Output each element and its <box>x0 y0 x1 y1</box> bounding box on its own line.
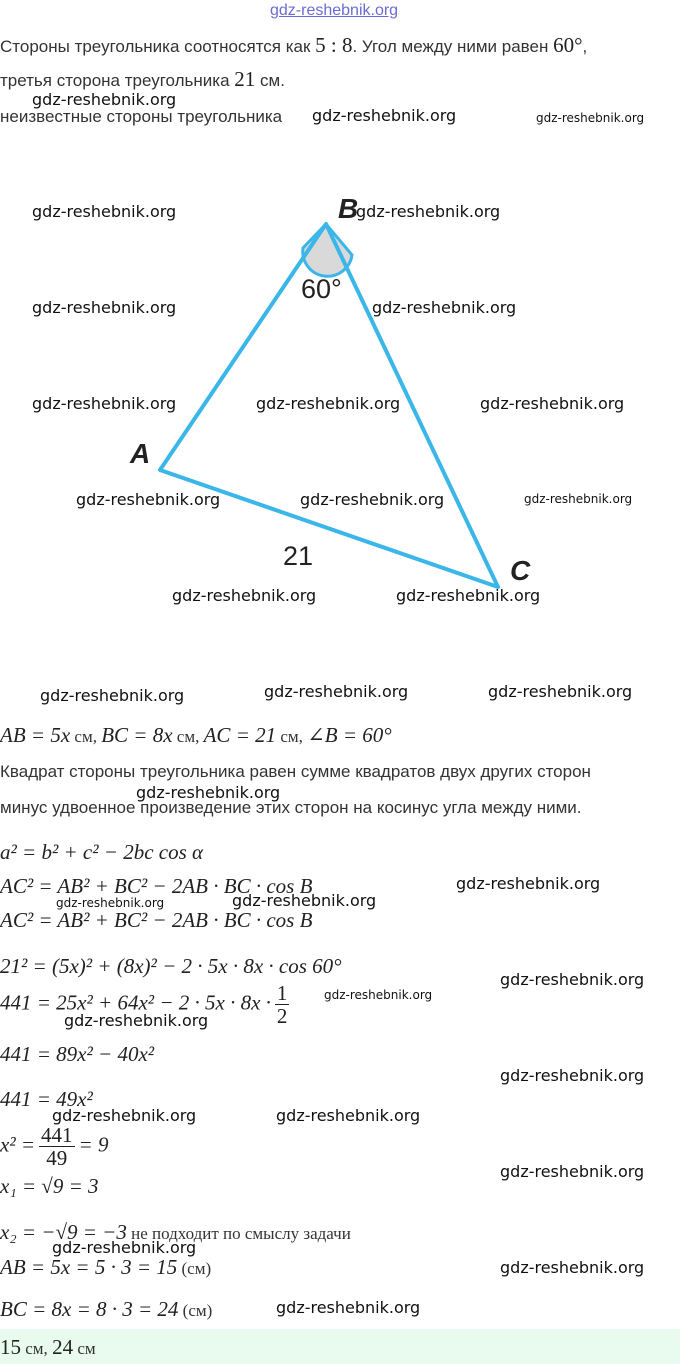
vertex-c-label: C <box>510 555 531 586</box>
fraction-441: 441 <box>41 1123 73 1147</box>
step-ac2-text: AC² = AB² + BC² − 2AB · BC · cos B <box>0 908 313 932</box>
x2-lhs: x² = <box>0 1132 36 1157</box>
problem-line-1-pre: Стороны треугольника соотносятся как <box>0 37 316 56</box>
bc-result-text: BC = 8x = 8 · 3 = 24 <box>0 1297 179 1321</box>
watermark: gdz-reshebnik.org <box>488 682 633 701</box>
watermark: gdz-reshebnik.org <box>136 783 281 802</box>
watermark: gdz-reshebnik.org <box>524 492 633 506</box>
watermark: gdz-reshebnik.org <box>52 1238 197 1257</box>
answer-unit-1: см, <box>21 1339 53 1358</box>
problem-line-1 <box>0 33 587 58</box>
step-3 <box>0 1042 154 1067</box>
problem-side: 21 <box>234 67 256 91</box>
watermark: gdz-reshebnik.org <box>480 394 625 413</box>
watermark: gdz-reshebnik.org <box>32 298 177 317</box>
watermark: gdz-reshebnik.org <box>32 202 177 221</box>
vertex-b-label: B <box>338 193 359 224</box>
watermark: gdz-reshebnik.org <box>276 1106 421 1125</box>
step-x-squared <box>0 1124 108 1169</box>
watermark: gdz-reshebnik.org <box>456 874 601 893</box>
step-3-text: 441 = 89x² − 40x² <box>0 1042 155 1066</box>
watermark: gdz-reshebnik.org <box>32 90 177 109</box>
given-bc: BC = 8x <box>101 723 173 747</box>
step-law-of-cosines <box>0 840 203 865</box>
theorem-line-1: Квадрат стороны треугольника равен сумме квадратов двух других сторон <box>0 762 591 781</box>
step-bc-result <box>0 1297 212 1322</box>
watermark: gdz-reshebnik.org <box>32 394 177 413</box>
angle-label: 60° <box>301 274 342 304</box>
watermark: gdz-reshebnik.org <box>56 896 165 910</box>
step-ab-result <box>0 1255 211 1280</box>
given-unit-3: см, <box>276 727 308 746</box>
x1-text: x₁ = √9 = 3 <box>0 1174 99 1198</box>
answer-unit-2: см <box>73 1339 96 1358</box>
given-unit-1: см, <box>70 727 102 746</box>
watermark: gdz-reshebnik.org <box>76 490 221 509</box>
step-ac-formula-2 <box>0 908 312 933</box>
watermark: gdz-reshebnik.org <box>52 1106 197 1125</box>
fraction-49: 49 <box>46 1146 68 1170</box>
problem-line-1-post: , <box>582 37 588 56</box>
step-simplify-text: 441 = 25x² + 64x² − 2 · 5x · 8x · <box>0 990 271 1015</box>
fraction-one-half <box>275 982 290 1027</box>
side-ac-label: 21 <box>283 541 314 571</box>
watermark: gdz-reshebnik.org <box>324 988 433 1002</box>
vertex-a-label: A <box>130 438 151 469</box>
problem-line-3: неизвестные стороны треугольника <box>0 107 283 126</box>
x2-note: не подходит по смыслу задачи <box>126 1224 351 1243</box>
ab-unit: (см) <box>177 1259 212 1278</box>
step-ac1-text: AC² = AB² + BC² − 2AB · BC · cos B <box>0 874 313 898</box>
given-angle: ∠B = 60° <box>307 723 392 747</box>
given-line <box>0 723 392 748</box>
bc-unit: (см) <box>178 1301 213 1320</box>
watermark: gdz-reshebnik.org <box>500 1258 645 1277</box>
given-ab: AB = 5x <box>0 723 71 747</box>
step-4-text: 441 = 49x² <box>0 1087 93 1111</box>
watermark: gdz-reshebnik.org <box>300 490 445 509</box>
step-substitution <box>0 954 342 979</box>
watermark: gdz-reshebnik.org <box>276 1298 421 1317</box>
watermark: gdz-reshebnik.org <box>256 394 401 413</box>
watermark: gdz-reshebnik.org <box>500 1162 645 1181</box>
theorem-line-2: минус удвоенное произведение этих сторон на косинус угла между ними. <box>0 798 582 817</box>
x2-rhs: = 9 <box>78 1132 109 1157</box>
watermark: gdz-reshebnik.org <box>396 586 541 605</box>
x2-text: x₂ = −√9 = −3 <box>0 1220 127 1244</box>
step-law-text: a² = b² + c² − 2bc cos α <box>0 840 204 864</box>
problem-line-2-pre: третья сторона треугольника <box>0 71 235 90</box>
watermark: gdz-reshebnik.org <box>500 1066 645 1085</box>
watermark: gdz-reshebnik.org <box>40 686 185 705</box>
given-ac: AC = 21 <box>203 723 277 747</box>
watermark: gdz-reshebnik.org <box>232 891 377 910</box>
fraction-den: 2 <box>276 1004 288 1028</box>
problem-line-1-mid: . Угол между ними равен <box>352 37 554 56</box>
fraction-441-49 <box>39 1124 75 1169</box>
problem-ratio: 5 : 8 <box>315 33 353 57</box>
watermark: gdz-reshebnik.org <box>312 106 457 125</box>
answer-line <box>0 1335 96 1360</box>
answer-value-1: 15 <box>0 1335 21 1359</box>
watermark: gdz-reshebnik.org <box>372 298 517 317</box>
watermark: gdz-reshebnik.org <box>500 970 645 989</box>
step-x1 <box>0 1174 99 1199</box>
watermark: gdz-reshebnik.org <box>64 1011 209 1030</box>
problem-line-2 <box>0 67 285 92</box>
watermark: gdz-reshebnik.org <box>264 682 409 701</box>
watermark: gdz-reshebnik.org <box>172 586 317 605</box>
site-link[interactable]: gdz-reshebnik.org <box>270 2 399 19</box>
given-unit-2: см, <box>172 727 204 746</box>
answer-value-2: 24 <box>52 1335 74 1359</box>
watermark: gdz-reshebnik.org <box>536 111 645 125</box>
step-sub-text: 21² = (5x)² + (8x)² − 2 · 5x · 8x · cos 60° <box>0 954 342 978</box>
problem-line-2-post: см. <box>255 71 285 90</box>
watermark: gdz-reshebnik.org <box>356 202 501 221</box>
ab-result-text: AB = 5x = 5 · 3 = 15 <box>0 1255 178 1279</box>
fraction-num: 1 <box>276 981 288 1005</box>
answer-bar <box>0 1329 680 1364</box>
problem-angle: 60° <box>553 33 583 57</box>
